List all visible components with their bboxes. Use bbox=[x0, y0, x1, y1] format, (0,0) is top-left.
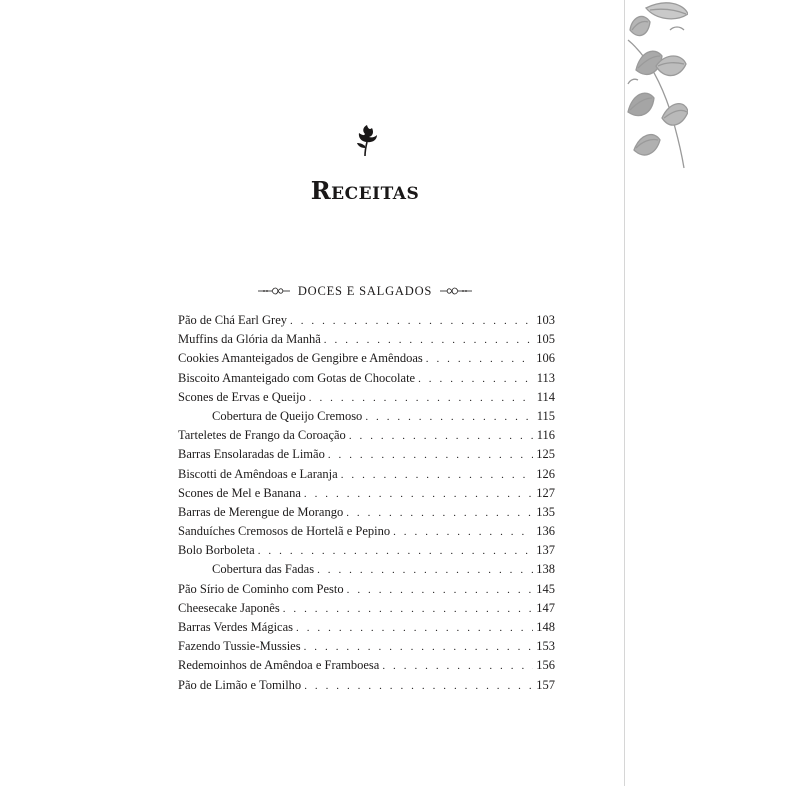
page-title: Receitas bbox=[310, 176, 420, 205]
toc-entry bbox=[178, 390, 555, 409]
toc-dot-leader bbox=[393, 526, 533, 538]
toc-entry-page-number: 148 bbox=[536, 620, 555, 634]
toc-entry-title: Barras Ensolaradas de Limão bbox=[178, 447, 325, 462]
toc-entry-title: Cobertura de Queijo Cremoso bbox=[212, 408, 363, 423]
toc-entry-title: Cheesecake Japonês bbox=[178, 600, 280, 615]
toc-entry bbox=[178, 620, 555, 639]
toc-entry bbox=[178, 371, 555, 390]
toc-dot-leader bbox=[324, 334, 533, 346]
facing-page-edge bbox=[626, 0, 786, 786]
toc-dot-leader bbox=[347, 584, 534, 596]
toc-dot-leader bbox=[346, 507, 533, 519]
toc-entry-title: Sanduíches Cremosos de Hortelã e Pepino bbox=[178, 524, 391, 539]
toc-dot-leader bbox=[365, 411, 533, 423]
toc-entry bbox=[178, 332, 555, 351]
toc-entry bbox=[178, 505, 555, 524]
toc-dot-leader bbox=[290, 315, 533, 327]
leaf-sprig-icon bbox=[352, 124, 380, 158]
toc-entry-title: Cookies Amanteigados de Gengibre e Amêndoas bbox=[178, 351, 423, 366]
toc-entry-title: Barras de Merengue de Morango bbox=[178, 504, 344, 519]
flourish-left-icon bbox=[258, 286, 290, 296]
toc-dot-leader bbox=[283, 603, 534, 615]
toc-entry-page-number: 136 bbox=[536, 524, 555, 539]
toc-entry-title: Bolo Borboleta bbox=[178, 543, 255, 558]
section-header-label: DOCES E SALGADOS bbox=[297, 283, 433, 298]
toc-dot-leader bbox=[341, 469, 534, 481]
toc-entry bbox=[178, 428, 555, 447]
toc-entry-page-number: 156 bbox=[536, 658, 555, 673]
toc-entry-title: Muffins da Glória da Manhã bbox=[178, 332, 321, 347]
toc-dot-leader bbox=[418, 373, 534, 385]
toc-entry-page-number: 116 bbox=[536, 428, 555, 443]
toc-entry-page-number: 105 bbox=[536, 332, 555, 347]
toc-entry-page-number: 145 bbox=[536, 581, 555, 596]
toc-entry-title: Biscoito Amanteigado com Gotas de Chocolate bbox=[178, 370, 416, 385]
toc-entry-page-number: 114 bbox=[536, 389, 555, 404]
toc-dot-leader bbox=[304, 488, 533, 500]
toc-entry bbox=[178, 678, 555, 697]
toc-entry-page-number: 157 bbox=[536, 677, 555, 692]
toc-dot-leader bbox=[304, 680, 533, 692]
toc-dot-leader bbox=[258, 545, 534, 557]
toc-entry-title: Tarteletes de Frango da Coroação bbox=[178, 428, 346, 443]
toc-entry-page-number: 138 bbox=[536, 562, 555, 577]
toc-dot-leader bbox=[426, 353, 534, 365]
toc-entry-title: Biscotti de Amêndoas e Laranja bbox=[178, 466, 338, 481]
toc-entry bbox=[178, 351, 555, 370]
toc-entry bbox=[178, 582, 555, 601]
toc-entry-page-number: 125 bbox=[536, 447, 555, 462]
toc-entry-page-number: 113 bbox=[536, 370, 555, 385]
toc-dot-leader bbox=[382, 660, 533, 672]
toc-entry bbox=[178, 447, 555, 466]
toc-entry bbox=[178, 639, 555, 658]
toc-entry-title: Barras Verdes Mágicas bbox=[178, 620, 294, 634]
toc-entry bbox=[178, 313, 555, 332]
toc-entry bbox=[178, 467, 555, 486]
toc-entry-title: Pão Sírio de Cominho com Pesto bbox=[178, 581, 344, 596]
toc-dot-leader bbox=[328, 449, 533, 461]
toc-entry-title: Pão de Chá Earl Grey bbox=[178, 313, 287, 327]
table-of-contents bbox=[178, 313, 555, 697]
toc-entry bbox=[178, 524, 555, 543]
toc-entry-title: Redemoinhos de Amêndoa e Framboesa bbox=[178, 658, 380, 673]
toc-entry bbox=[178, 486, 555, 505]
toc-entry-title: Cobertura das Fadas bbox=[212, 562, 315, 577]
section-header bbox=[230, 282, 500, 300]
flourish-right-icon bbox=[440, 286, 472, 296]
toc-entry-page-number: 137 bbox=[536, 543, 555, 558]
toc-entry-page-number: 103 bbox=[536, 313, 555, 327]
toc-dot-leader bbox=[349, 430, 534, 442]
toc-dot-leader bbox=[317, 564, 533, 576]
toc-dot-leader bbox=[309, 392, 534, 404]
toc-entry bbox=[178, 543, 555, 562]
toc-entry-page-number: 147 bbox=[536, 600, 555, 615]
toc-entry-page-number: 106 bbox=[536, 351, 555, 366]
toc-entry-title: Scones de Mel e Banana bbox=[178, 485, 301, 500]
botanical-leaves-icon bbox=[626, 0, 688, 170]
toc-entry bbox=[178, 562, 555, 581]
toc-entry bbox=[178, 601, 555, 620]
toc-entry-title: Scones de Ervas e Queijo bbox=[178, 389, 306, 404]
toc-entry-page-number: 127 bbox=[536, 485, 555, 500]
toc-entry-page-number: 153 bbox=[536, 639, 555, 654]
toc-entry bbox=[178, 409, 555, 428]
toc-dot-leader bbox=[296, 622, 533, 634]
toc-entry-title: Fazendo Tussie-Mussies bbox=[178, 639, 301, 654]
toc-entry-page-number: 135 bbox=[536, 504, 555, 519]
toc-entry-page-number: 115 bbox=[536, 408, 555, 423]
toc-dot-leader bbox=[304, 641, 534, 653]
toc-entry-title: Pão de Limão e Tomilho bbox=[178, 677, 302, 692]
toc-entry-page-number: 126 bbox=[536, 466, 555, 481]
toc-entry bbox=[178, 658, 555, 677]
